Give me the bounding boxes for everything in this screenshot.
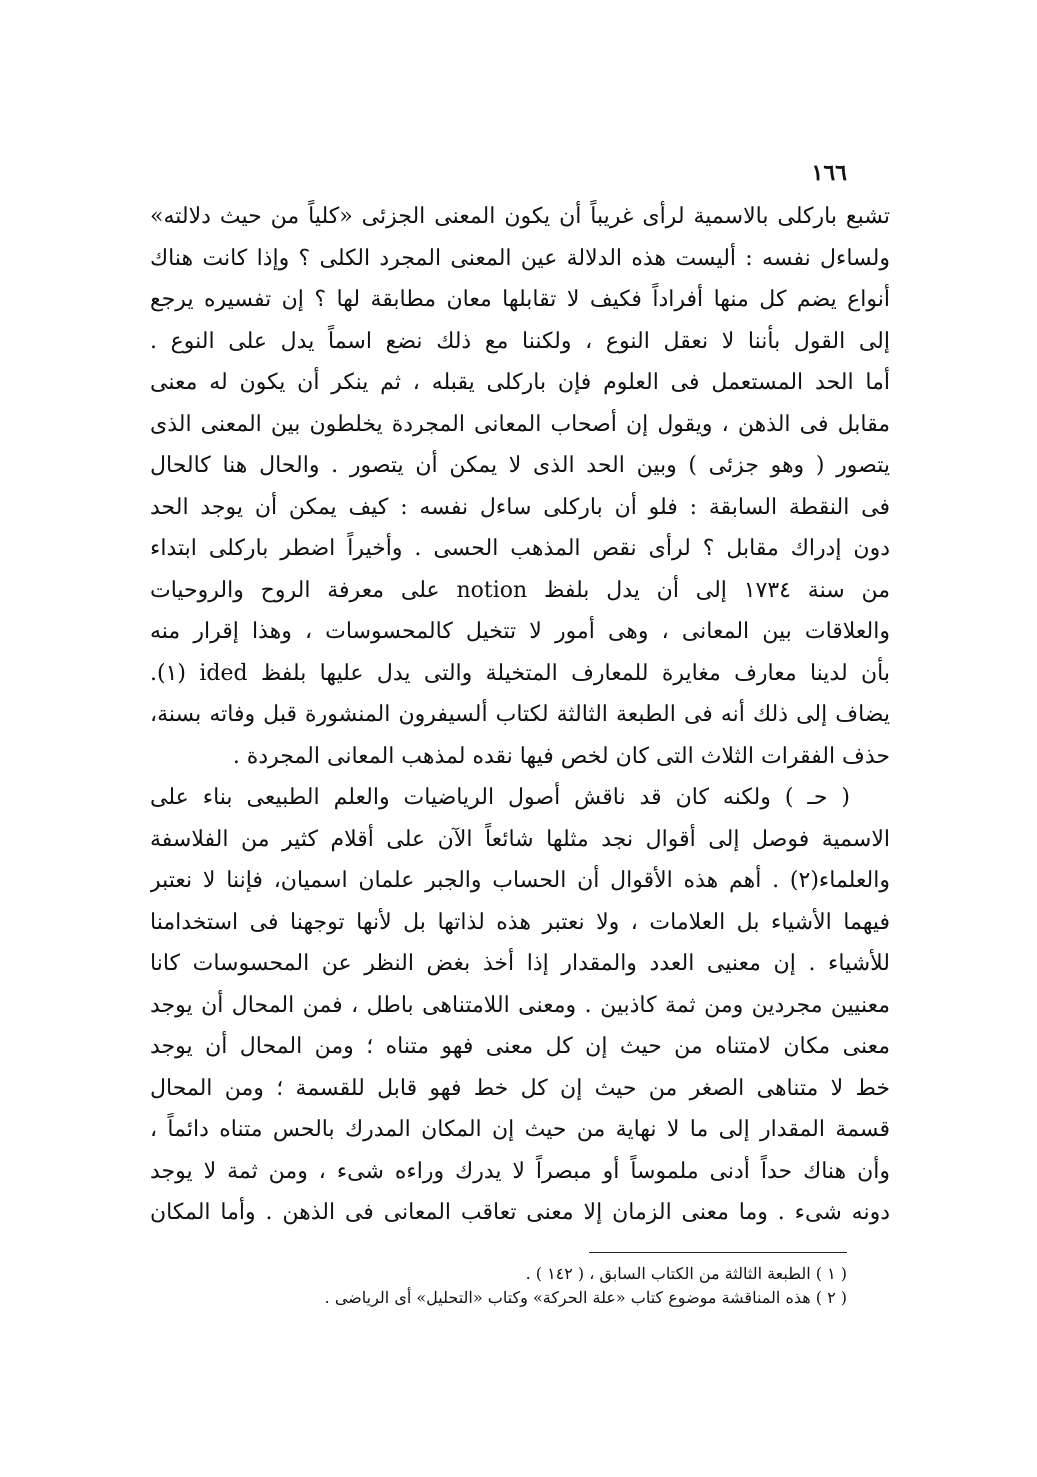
text-line: معنيين مجردين ومن ثمة كاذبين . ومعنى اللامتناهى باطل ، فمن المحال أن يوجد [150, 992, 890, 1018]
text-line: إلى القول بأننا لا نعقل النوع ، ولكننا مع ذلك نضع اسماً يدل على النوع . [150, 328, 890, 354]
text-line: الاسمية فوصل إلى أقوال نجد مثلها شائعاً الآن على أقلام كثير من الفلاسفة [150, 826, 890, 852]
text-line: معنى مكان لامتناه من حيث إن كل معنى فهو متناه ؛ ومن المحال أن يوجد [150, 1034, 890, 1059]
text-line: خط لا متناهى الصغر من حيث إن كل خط فهو قابل للقسمة ؛ ومن المحال [150, 1075, 890, 1101]
text-line: تشبع باركلى بالاسمية لرأى غريباً أن يكون المعنى الجزئى «كلياً من حيث دلالته» [150, 204, 890, 229]
text-line: للأشياء . إن معنيى العدد والمقدار إذا أخذ بغض النظر عن المحسوسات كانا [150, 951, 890, 976]
text-line: وأن هناك حداً أدنى ملموساً أو مبصراً لا يدرك وراءه شىء ، ومن ثمة لا يوجد [150, 1158, 890, 1184]
text-line: بأن لدينا معارف مغايرة للمعارف المتخيلة والتى يدل عليها بلفظ ided (١). [150, 660, 890, 686]
text-line: فيهما الأشياء بل العلامات ، ولا نعتبر هذه لذاتها بل لأنها توجهنا فى استخدامنا [150, 909, 890, 935]
footnote: ( ١ ) الطبعة الثالثة من الكتاب السابق ، ( ١٤٢ ) . [525, 1264, 847, 1283]
footnotes [287, 1262, 847, 1310]
text-line: والعلماء(٢) . أهم هذه الأقوال أن الحساب والجبر علمان اسميان، فإننا لا نعتبر [150, 868, 890, 893]
text-line: ولساءل نفسه : أليست هذه الدلالة عين المعنى المجرد الكلى ؟ وإذا كانت هناك [150, 245, 890, 271]
text-line: دون إدراك مقابل ؟ لرأى نقص المذهب الحسى . وأخيراً اضطر باركلى ابتداء [150, 536, 890, 561]
text-line: دونه شىء . وما معنى الزمان إلا معنى تعاقب المعانى فى الذهن . وأما المكان [150, 1200, 890, 1225]
body-text [150, 196, 890, 1234]
text-line: قسمة المقدار إلى ما لا نهاية من حيث إن المكان المدرك بالحس متناه دائماً ، [150, 1117, 890, 1142]
text-line: ( حـ ) ولكنه كان قد ناقش أصول الرياضيات والعلم الطبيعى بناء على [150, 785, 850, 810]
text-line: فى النقطة السابقة : فلو أن باركلى ساءل نفسه : كيف يمكن أن يوجد الحد [150, 494, 890, 520]
text-line: يتصور ( وهو جزئى ) وبين الحد الذى لا يمكن أن يتصور . والحال هنا كالحال [150, 453, 890, 478]
text-line: والعلاقات بين المعانى ، وهى أمور لا تتخيل كالمحسوسات ، وهذا إقرار منه [150, 619, 890, 644]
text-line: أما الحد المستعمل فى العلوم فإن باركلى يقبله ، ثم ينكر أن يكون له معنى [150, 370, 890, 395]
footnote-divider [589, 1252, 847, 1253]
footnote: ( ٢ ) هذه المناقشة موضوع كتاب «علة الحركة» وكتاب «التحليل» أى الرياضى . [324, 1288, 847, 1307]
page-number: ١٦٦ [811, 160, 847, 186]
text-line: من سنة ١٧٣٤ إلى أن يدل بلفظ notion على معرفة الروح والروحيات [150, 577, 890, 603]
text-line: أنواع يضم كل منها أفراداً فكيف لا تقابلها معان مطابقة لها ؟ إن تفسيره يرجع [150, 287, 890, 312]
text-line: مقابل فى الذهن ، ويقول إن أصحاب المعانى المجردة يخلطون بين المعنى الذى [150, 411, 890, 437]
text-line: حذف الفقرات الثلاث التى كان لخص فيها نقده لمذهب المعانى المجردة . [232, 743, 890, 769]
text-line: يضاف إلى ذلك أنه فى الطبعة الثالثة لكتاب ألسيفرون المنشورة قبل وفاته بسنة، [150, 702, 890, 727]
